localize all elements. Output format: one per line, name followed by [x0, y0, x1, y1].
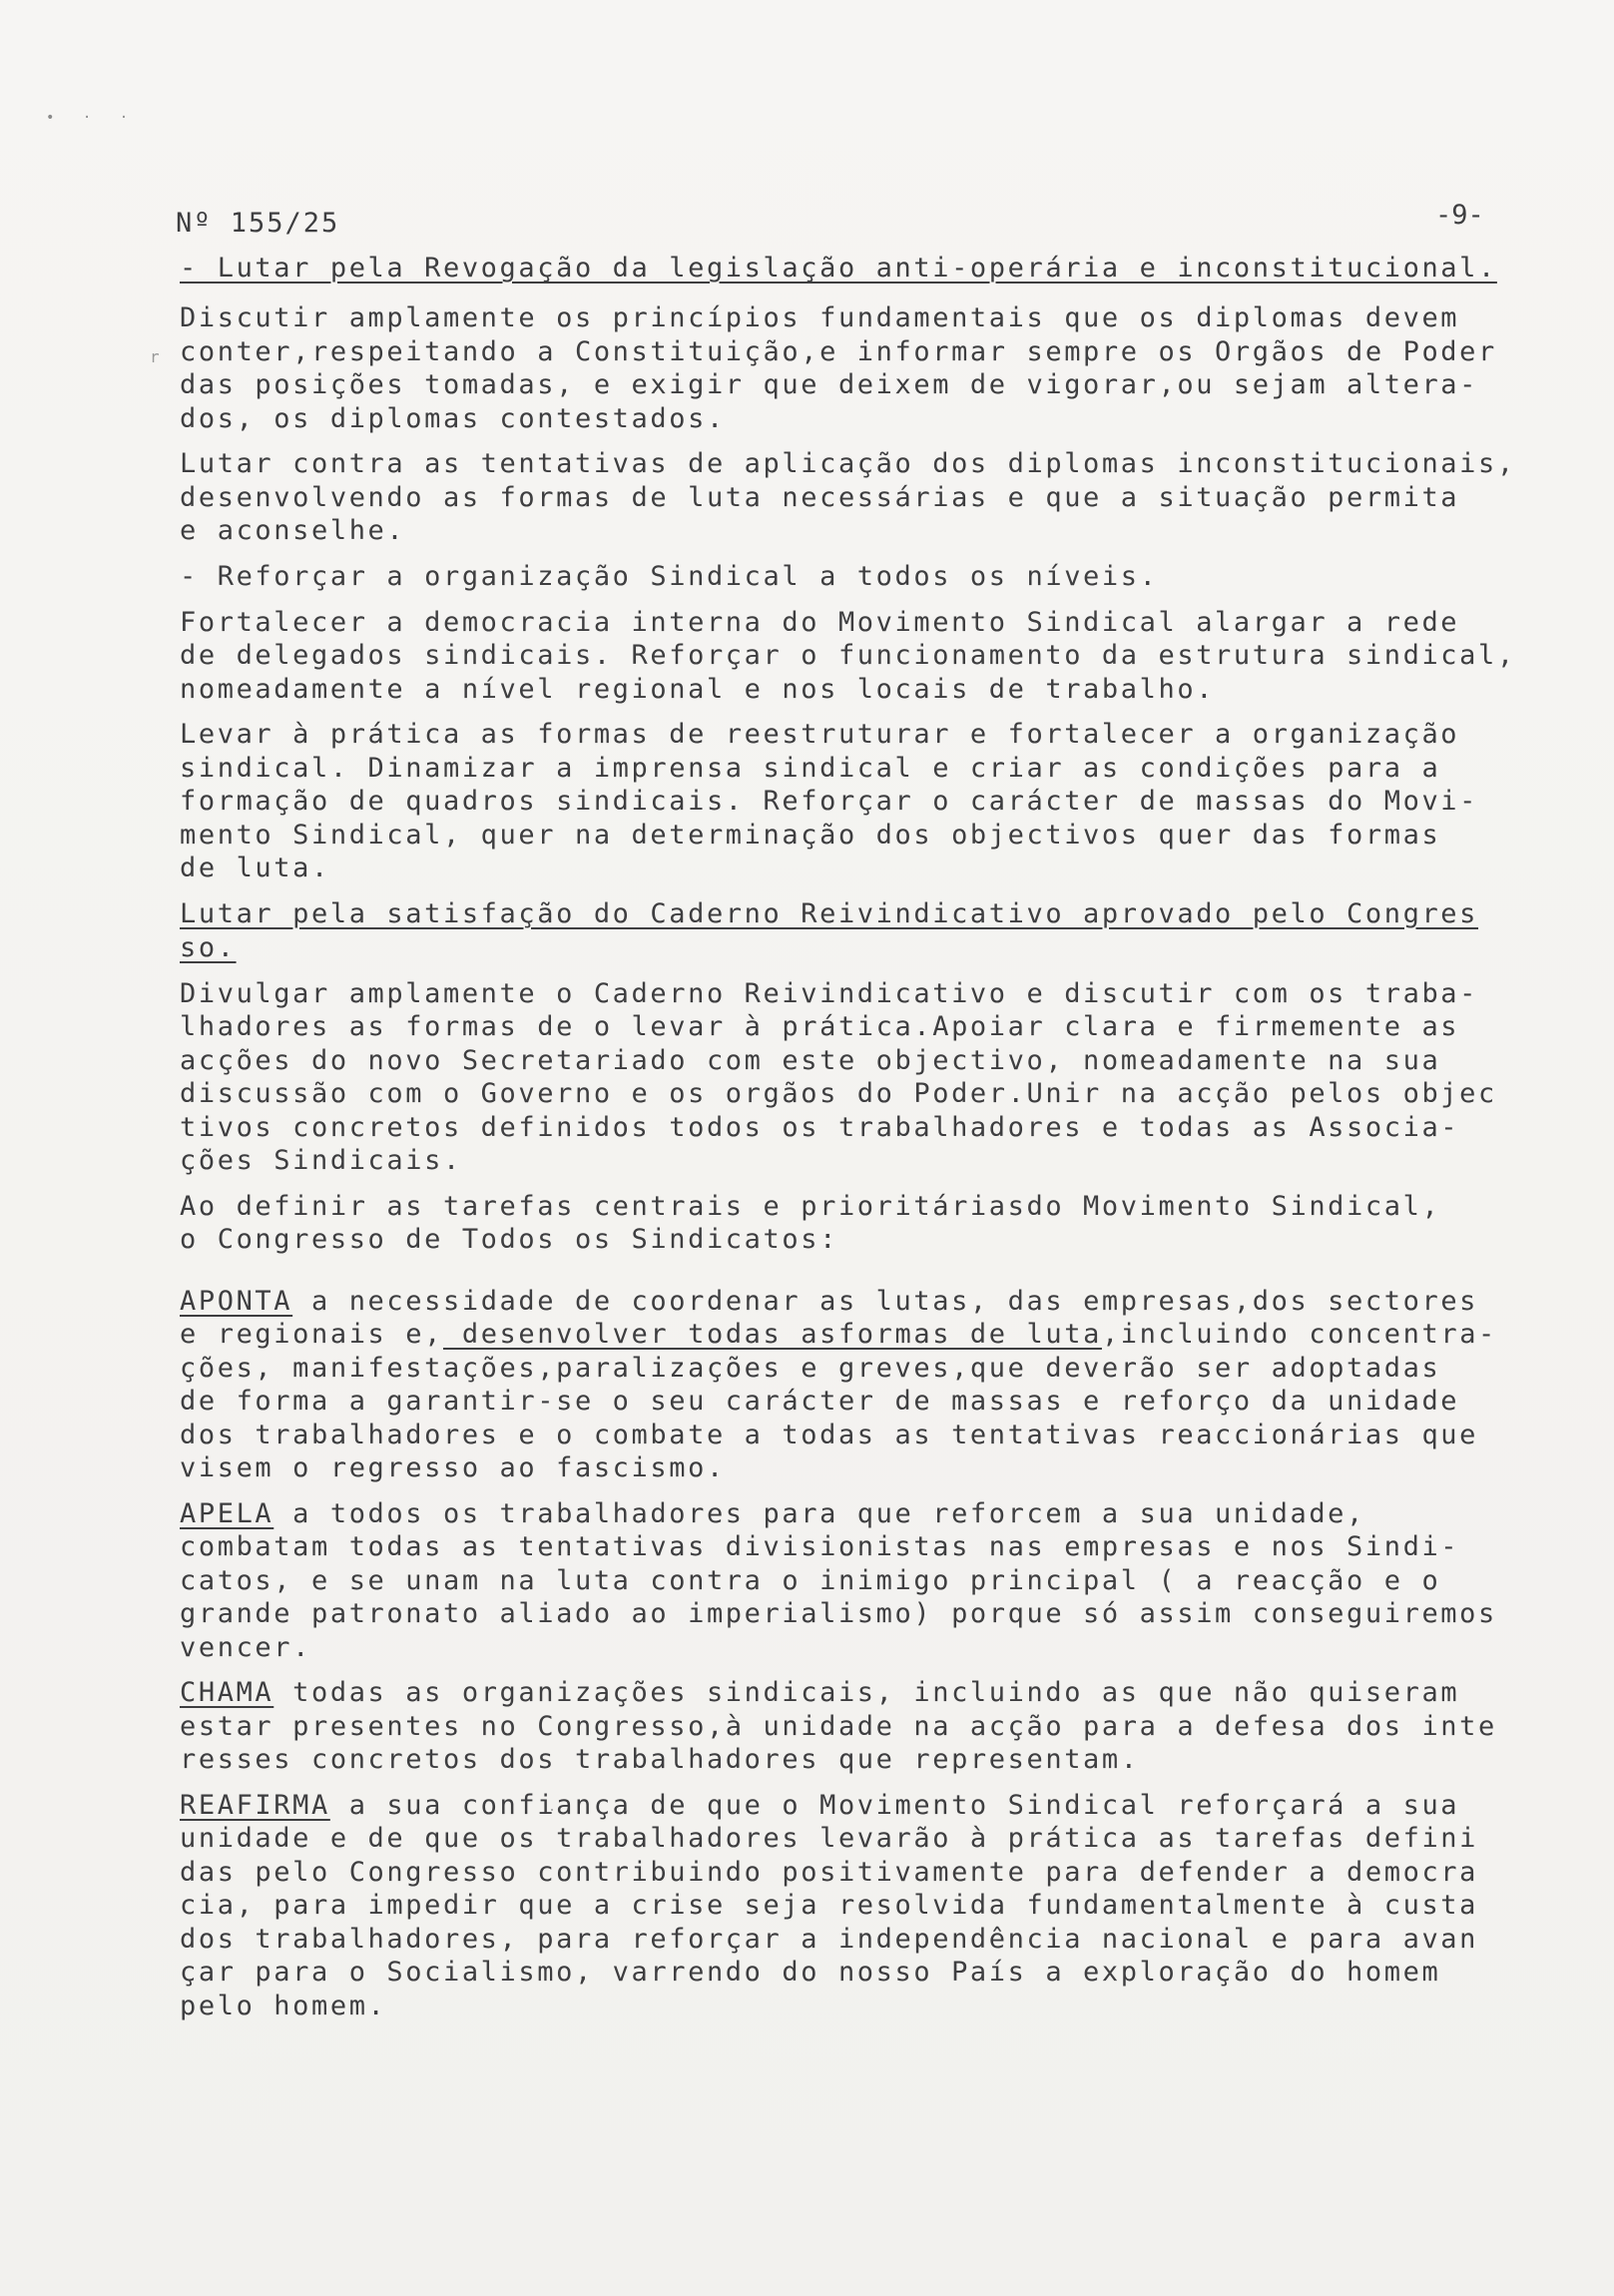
text-line: discussão com o Governo e os orgãos do Poder.Unir na acção pelos objec	[180, 1078, 1497, 1109]
paragraph-ao-definir	[180, 1190, 1577, 1257]
text-line: a todos os trabalhadores para que reforcem a sua unidade,	[273, 1497, 1365, 1529]
text-line: lhadores as formas de o levar à prática.Apoiar clara e firmemente as	[180, 1011, 1460, 1042]
text-line: çar para o Socialismo, varrendo do nosso País a exploração do homem	[180, 1957, 1441, 1988]
text-line: a necessidade de coordenar as lutas, das empresas,dos sectores	[292, 1285, 1479, 1317]
text-line: de luta.	[180, 853, 330, 883]
text-line: a sua confiança de que o Movimento Sindical reforçará a sua	[329, 1789, 1460, 1821]
text-line: vencer.	[180, 1631, 311, 1663]
text-line: tivos concretos definidos todos os trabalhadores e todas as Associa-	[180, 1111, 1460, 1143]
text-fragment: e regionais e,	[180, 1319, 443, 1350]
text-line: Fortalecer a democracia interna do Movimento Sindical alargar a rede	[180, 606, 1460, 638]
text-line: cia, para impedir que a crise seja resolvida fundamentalmente à custa	[180, 1890, 1479, 1921]
paragraph-aponta	[180, 1285, 1577, 1485]
heading-line: Lutar pela satisfação do Caderno Reivindicativo aprovado pelo Congres	[180, 897, 1479, 929]
text-line: dos trabalhadores, para reforçar a independência nacional e para avan	[180, 1923, 1479, 1955]
text-line: nomeadamente a nível regional e nos locais de trabalho.	[180, 673, 1216, 705]
text-line: de forma a garantir-se o seu carácter de massas e reforço da unidade	[180, 1386, 1460, 1417]
text-line: das posições tomadas, e exigir que deixem de vigorar,ou sejam altera-	[180, 369, 1479, 400]
text-line: sindical. Dinamizar a imprensa sindical e criar as condições para a	[180, 752, 1441, 784]
section-heading-caderno	[180, 897, 1577, 965]
text-line: visem o regresso ao fascismo.	[180, 1452, 726, 1483]
text-line: mento Sindical, quer na determinação dos objectivos quer das formas	[180, 819, 1441, 851]
document-number: Nº 155/25	[176, 208, 340, 239]
keyword-reafirma: REAFIRMA	[180, 1789, 330, 1821]
paragraph-discutir	[180, 301, 1577, 435]
text-line: todas as organizações sindicais, incluindo as que não quiseram	[273, 1677, 1460, 1708]
text-line: ções Sindicais.	[180, 1145, 462, 1176]
section-heading-revogacao: - Lutar pela Revogação da legislação anti-operária e inconstitucional.	[180, 253, 1497, 284]
text-line: acções do novo Secretariado com este objectivo, nomeadamente na sua	[180, 1044, 1441, 1076]
document-body	[180, 252, 1577, 2022]
text-line: das pelo Congresso contribuindo positivamente para defender a democra	[180, 1856, 1479, 1888]
text-line: unidade e de que os trabalhadores levarão à prática as tarefas defini	[180, 1823, 1479, 1854]
page-number: -9-	[1435, 200, 1484, 231]
paragraph-apela	[180, 1497, 1577, 1665]
text-line: ções, manifestações,paralizações e greves,que deverão ser adoptadas	[180, 1352, 1441, 1384]
paragraph-fortalecer	[180, 606, 1577, 707]
text-fragment: ,incluindo concentra-	[1101, 1319, 1497, 1350]
text-line: Ao definir as tarefas centrais e prioritáriasdo Movimento Sindical,	[180, 1190, 1441, 1222]
text-line: pelo homem.	[180, 1990, 387, 2021]
keyword-aponta: APONTA	[180, 1285, 293, 1317]
text-line: estar presentes no Congresso,à unidade na acção para a defesa dos inte	[180, 1710, 1497, 1742]
text-line: catos, e se unam na luta contra o inimigo principal ( a reacção e o	[180, 1564, 1441, 1596]
paragraph-chama	[180, 1676, 1577, 1777]
keyword-chama: CHAMA	[180, 1677, 274, 1708]
text-line: Levar à prática as formas de reestruturar e fortalecer a organização	[180, 719, 1460, 750]
text-line: dos, os diplomas contestados.	[180, 402, 726, 434]
paragraph-divulgar	[180, 977, 1577, 1178]
section-heading-reforcar: - Reforçar a organização Sindical a todos os níveis.	[180, 560, 1159, 592]
text-line: dos trabalhadores e o combate a todas as tentativas reaccionárias que	[180, 1419, 1479, 1450]
text-line: de delegados sindicais. Reforçar o funcionamento da estrutura sindical,	[180, 640, 1516, 671]
scan-speck: • · ·	[46, 110, 139, 126]
paragraph-levar	[180, 718, 1577, 885]
text-line: Discutir amplamente os princípios fundamentais que os diplomas devem	[180, 302, 1460, 333]
text-line: formação de quadros sindicais. Reforçar o carácter de massas do Movi-	[180, 786, 1479, 817]
heading-line: so.	[180, 931, 237, 963]
margin-mark: r	[150, 347, 160, 366]
text-line: e aconselhe.	[180, 515, 406, 546]
text-line: combatam todas as tentativas divisionistas nas empresas e nos Sindi-	[180, 1531, 1460, 1562]
paragraph-reafirma	[180, 1789, 1577, 2023]
text-line: Divulgar amplamente o Caderno Reivindicativo e discutir com os traba-	[180, 977, 1479, 1009]
paragraph-lutar-contra	[180, 447, 1577, 548]
text-line: Lutar contra as tentativas de aplicação dos diplomas inconstitucionais,	[180, 448, 1516, 479]
text-line: grande patronato aliado ao imperialismo) porque só assim conseguiremos	[180, 1598, 1497, 1629]
keyword-apela: APELA	[180, 1497, 274, 1529]
text-line: o Congresso de Todos os Sindicatos:	[180, 1224, 838, 1255]
text-line: resses concretos dos trabalhadores que representam.	[180, 1744, 1140, 1775]
underlined-phrase: desenvolver todas asformas de luta	[442, 1319, 1102, 1350]
text-line: desenvolvendo as formas de luta necessárias e que a situação permita	[180, 481, 1460, 513]
text-line: conter,respeitando a Constituição,e informar sempre os Orgãos de Poder	[180, 335, 1497, 367]
